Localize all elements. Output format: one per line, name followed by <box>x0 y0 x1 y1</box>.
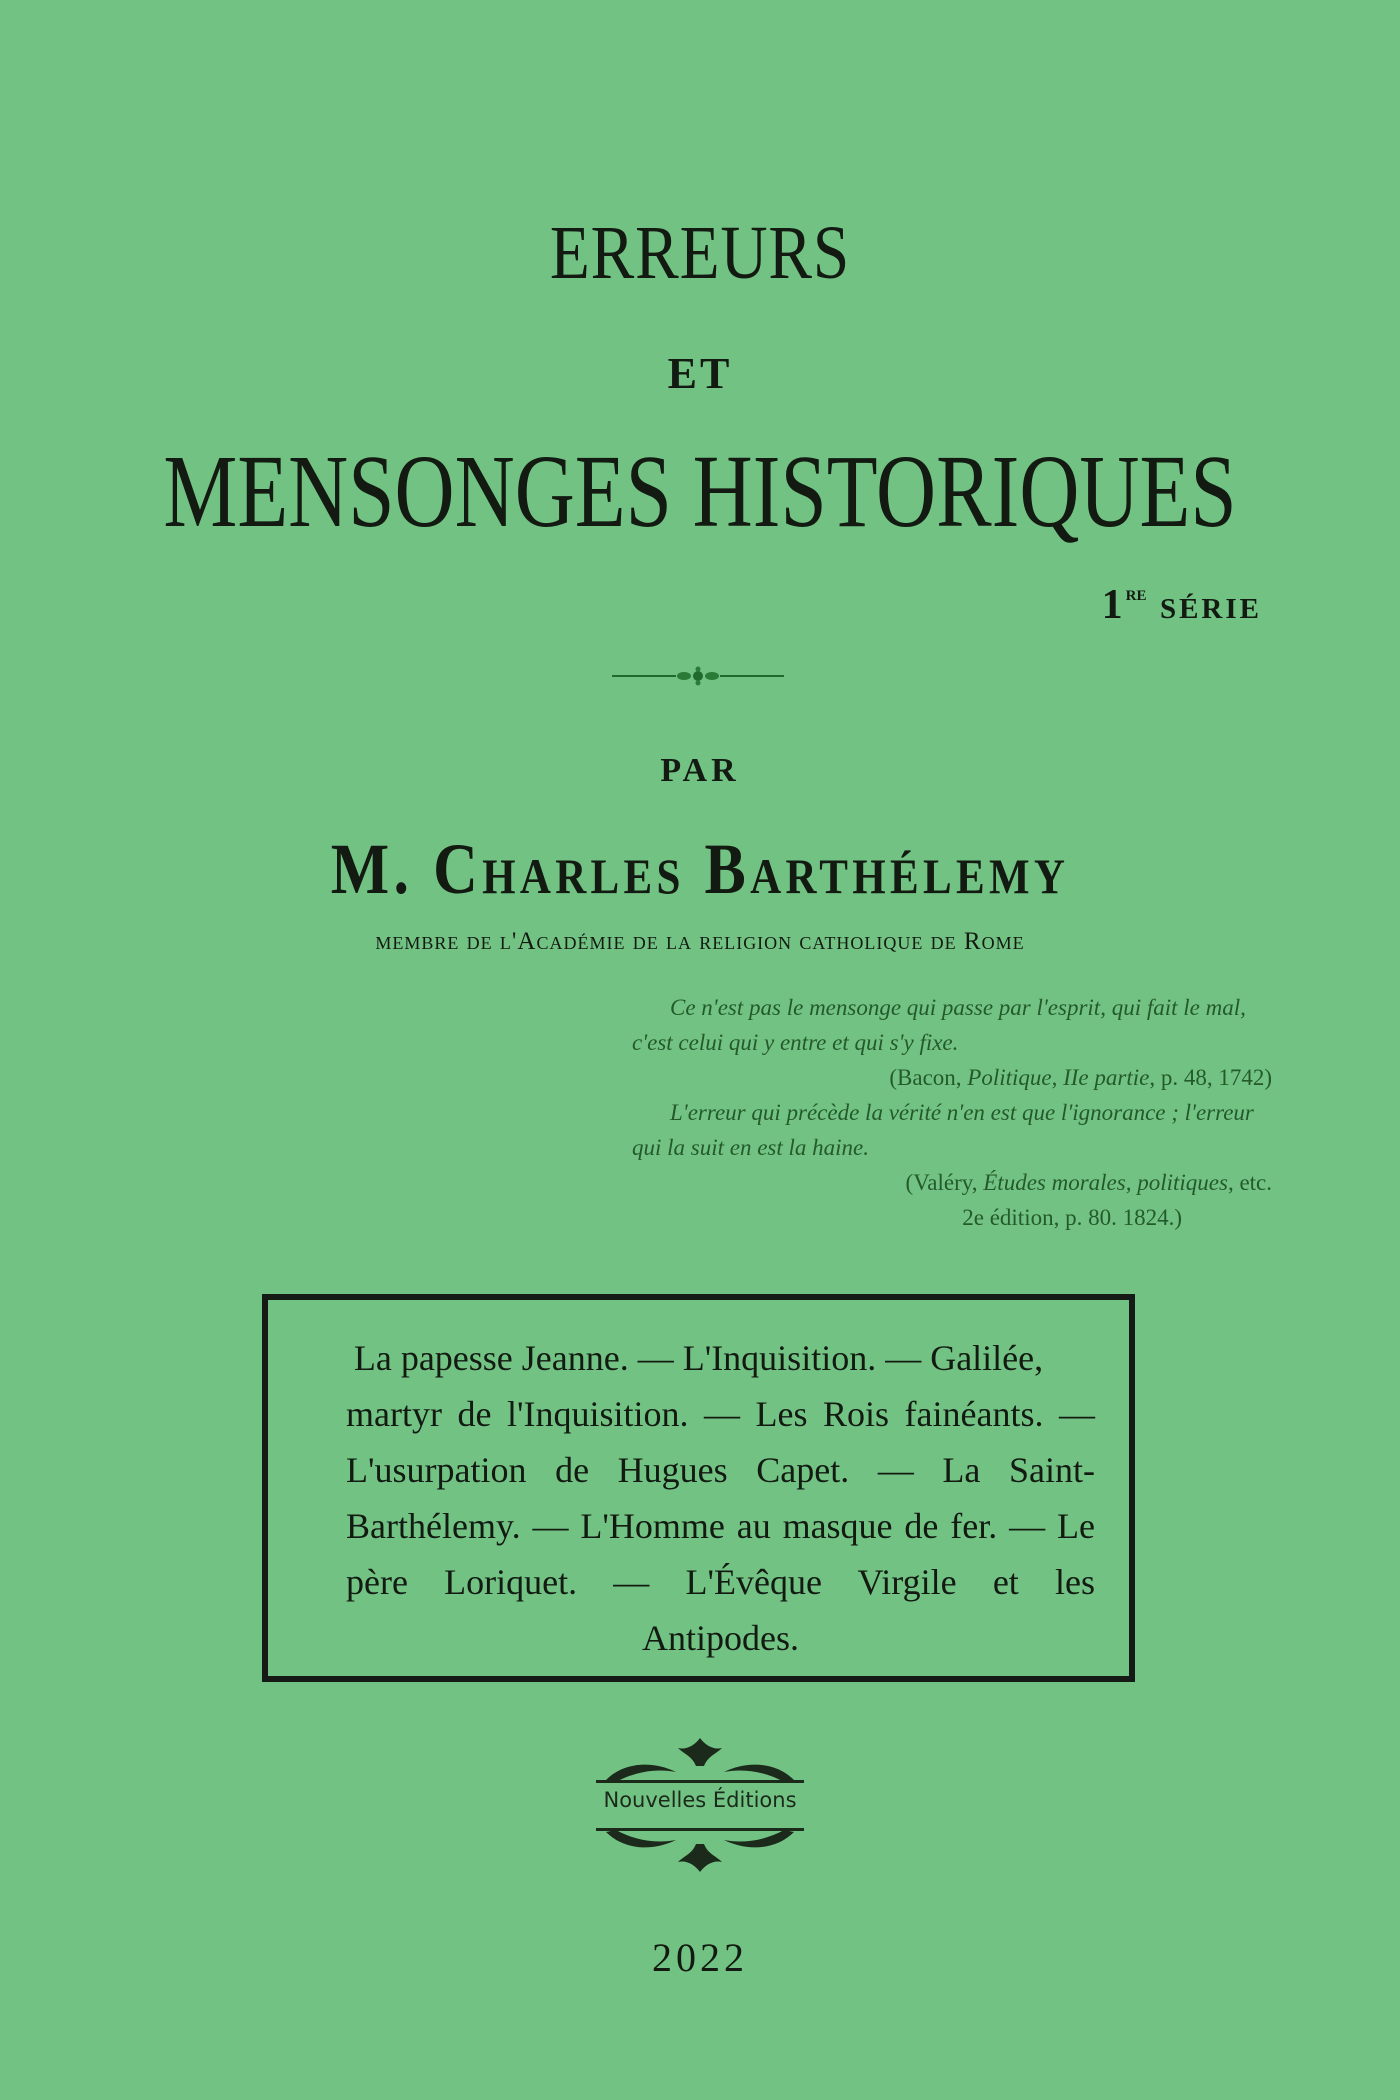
citation-author: (Bacon, <box>889 1065 968 1090</box>
publication-year: 2022 <box>652 1935 748 1980</box>
author-membership: membre de l'Académie de la religion catholique de Rome <box>375 928 1025 955</box>
series-ordinal: 1 <box>1101 582 1126 628</box>
ornament-divider-icon <box>612 666 784 686</box>
series-suffix: re <box>1125 580 1147 605</box>
title-conjunction: ET <box>667 349 733 398</box>
epigraph-quote: L'erreur qui précède la vérité n'en est que l'ignorance ; l'erreur qui la suit en est la haine. <box>632 1100 1254 1160</box>
epigraph-citation <box>632 1165 1272 1200</box>
contents-text <box>302 1330 1095 1666</box>
citation-rest: , etc. <box>1227 1170 1272 1195</box>
citation-work: Politique, IIe partie <box>967 1065 1150 1090</box>
title-line-1: ERREURS <box>549 211 851 295</box>
epigraph-quote: Ce n'est pas le mensonge qui passe par l'esprit, qui fait le mal, c'est celui qui y entre et qui s'y fixe. <box>632 995 1246 1055</box>
by-label: PAR <box>660 752 740 789</box>
contents-line-1: La papesse Jeanne. — L'Inquisition. — Galilée, <box>353 1338 1044 1378</box>
contents-box <box>262 1294 1135 1682</box>
epigraph-citation-line2: 2e édition, p. 80. 1824.) <box>962 1205 1182 1230</box>
epigraphs <box>632 990 1272 1235</box>
series-text: série <box>1159 582 1262 628</box>
citation-rest: , p. 48, 1742) <box>1149 1065 1272 1090</box>
publisher-logo <box>586 1732 814 1878</box>
author-name: M. Charles Barthélemy <box>330 829 1070 909</box>
contents-rest: martyr de l'Inquisition. — Les Rois fainéants. — L'usurpation de Hugues Capet. — La Saint-Barthélemy. — L'Homme au masque de fer. — Le père Loriquet. — L'Évêque Virgile et les Antipodes. <box>346 1394 1095 1658</box>
publisher-name: Nouvelles Éditions <box>603 1788 797 1812</box>
series-label <box>1102 580 1262 629</box>
citation-work: Études morales, politiques <box>983 1170 1228 1195</box>
title-line-2: MENSONGES HISTORIQUES <box>163 434 1237 549</box>
citation-author: (Valéry, <box>905 1170 984 1195</box>
epigraph-citation <box>632 1060 1272 1095</box>
